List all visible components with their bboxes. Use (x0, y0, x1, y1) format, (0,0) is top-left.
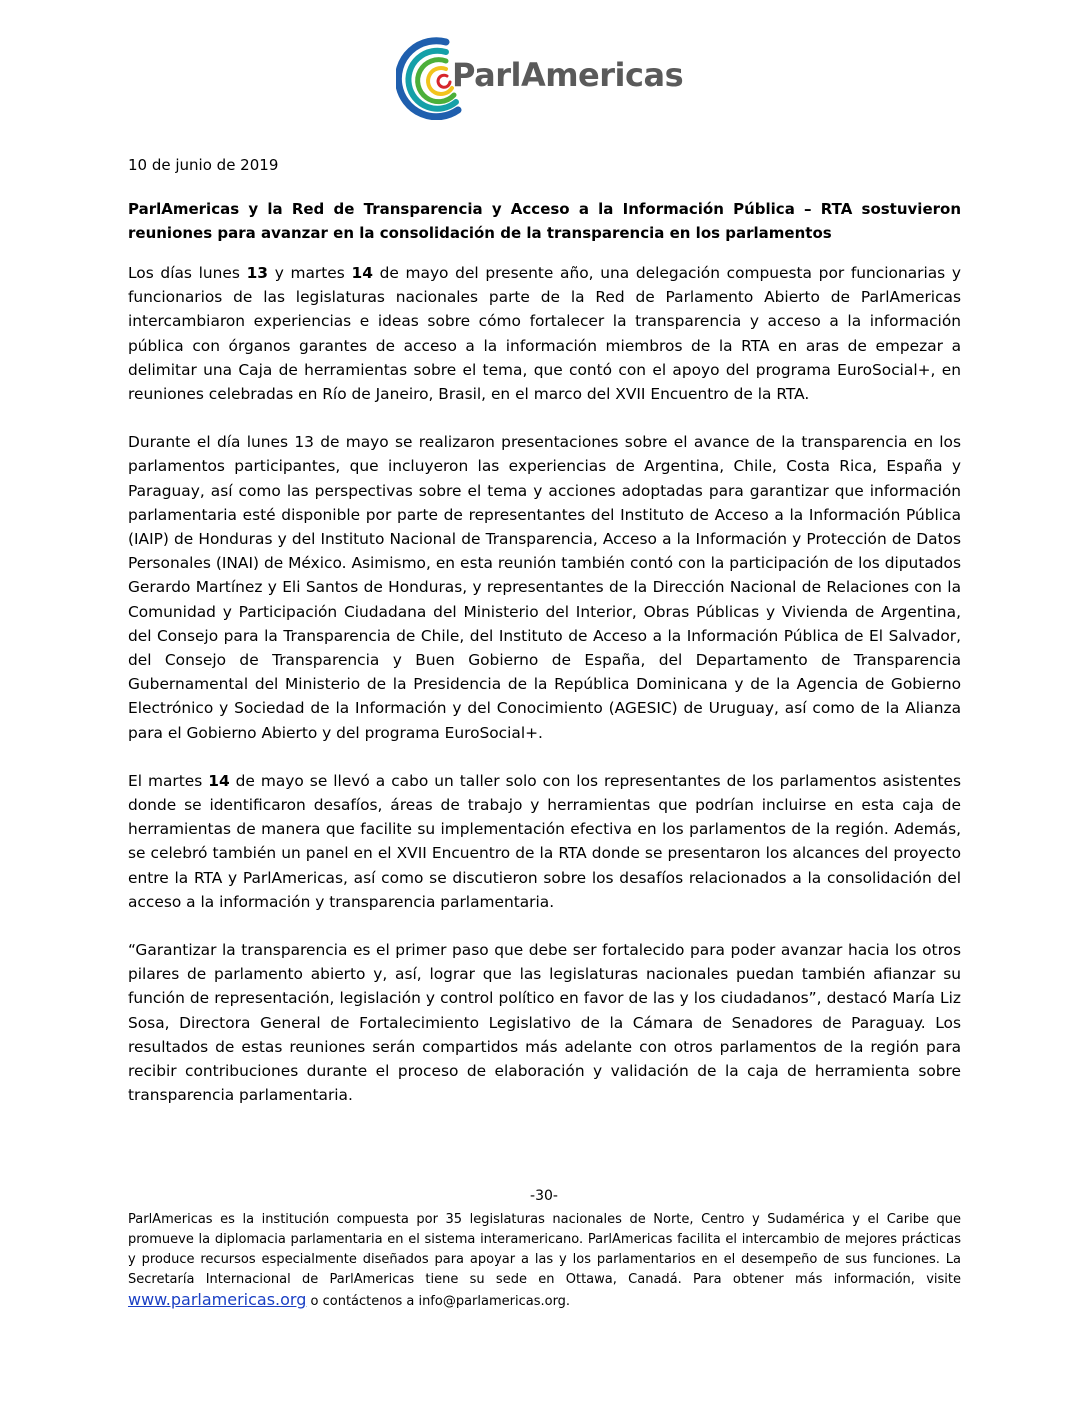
paragraph-3 (128, 769, 961, 914)
paragraph-1 (128, 261, 961, 406)
document-body (128, 153, 961, 1132)
paragraph-1-text-c: de mayo del presente año, una delegación compuesta por funcionarias y funcionarios de las legislaturas nacionales parte de la Red de Parlamento Abierto de ParlAmericas intercambiaron experiencias e ideas sobre cómo fortalecer la transparencia y acceso a la información pública con órganos garantes de acceso a la información miembros de la RTA en aras de empezar a delimitar una Caja de herramientas sobre el tema, que contó con el apoyo del programa EuroSocial+, en reuniones celebradas en Río de Janeiro, Brasil, en el marco del XVII Encuentro de la RTA. (128, 264, 962, 404)
paragraph-3-bold-day: 14 (208, 771, 230, 790)
document-headline: ParlAmericas y la Red de Transparencia y Acceso a la Información Pública – RTA sostuvieron reuniones para avanzar en la consolidación de la transparencia en los parlamentos (128, 200, 961, 242)
page-number: -30- (530, 1188, 558, 1204)
parlamericas-logo (396, 30, 716, 120)
footer-contact-text: o contáctenos a info@parlamericas.org. (306, 1294, 571, 1309)
footer-about (128, 1210, 961, 1312)
paragraph-3-text-b: de mayo se llevó a cabo un taller solo con los representantes de los parlamentos asistentes donde se identificaron desafíos, áreas de trabajo y herramientas que podrían incluirse en esta caja de herramientas de manera que facilite su implementación efectiva en los parlamentos de la región. Además, se celebró también un panel en el XVII Encuentro de la RTA donde se presentaron los alcances del proyecto entre la RTA y ParlAmericas, así como se discutieron sobre los desafíos relacionados a la consolidación del acceso a la información y transparencia parlamentaria. (128, 771, 961, 911)
footer-text: ParlAmericas es la institución compuesta por 35 legislaturas nacionales de Norte, Centro y Sudamérica y el Caribe que promueve la diplomacia parlamentaria en el sistema interamericano. ParlAmericas facilita el intercambio de mejores prácticas y produce recursos especialmente diseñados para apoyar a las y los parlamentarios en el desempeño de sus funciones. La Secretaría Internacional de ParlAmericas tiene su sede en Ottawa, Canadá. Para obtener más información, visite (128, 1212, 961, 1287)
paragraph-1-text-b: y martes (268, 264, 352, 282)
paragraph-1-bold-day-a: 13 (246, 264, 269, 282)
document-date: 10 de junio de 2019 (128, 156, 279, 174)
footer-website-link[interactable]: www.parlamericas.org (128, 1290, 307, 1309)
paragraph-1-bold-day-b: 14 (351, 264, 373, 282)
paragraph-1-text-a: Los días lunes (128, 264, 247, 282)
logo-arc-green (418, 60, 454, 102)
paragraph-2: Durante el día lunes 13 de mayo se realizaron presentaciones sobre el avance de la transparencia en los parlamentos participantes, que incluyeron las experiencias de Argentina, Chile, Costa Rica, España y Paraguay, así como las perspectivas sobre el tema y acciones adoptadas para garantizar que información parlamentaria esté disponible por parte de representantes del Instituto de Acceso a la Información Pública (IAIP) de Honduras y del Instituto Nacional de Transparencia, Acceso a la Información y Protección de Datos Personales (INAI) de México. Asimismo, en esta reunión también contó con la participación de los diputados Gerardo Martínez y Eli Santos de Honduras, y representantes de la Dirección Nacional de Relaciones con la Comunidad y Participación Ciudadana del Ministerio del Interior, Obras Públicas y Vivienda de Argentina, del Consejo para la Transparencia de Chile, del Instituto de Acceso a la Información Pública de El Salvador, del Consejo de Transparencia y Buen Gobierno de España, del Departamento de Transparencia Gubernamental del Ministerio de la Presidencia de la República Dominicana y de la Agencia de Gobierno Electrónico y Sociedad de la Información y del Conocimiento (AGESIC) de Uruguay, así como de la Alianza para el Gobierno Abierto y del programa EuroSocial+. (128, 433, 961, 742)
logo-wordmark: ParlAmericas (452, 56, 684, 94)
logo-arc-red (438, 75, 450, 87)
paragraph-3-text-a: El martes (128, 771, 209, 790)
paragraph-4: “Garantizar la transparencia es el primer paso que debe ser fortalecido para poder avanzar hacia los otros pilares de parlamento abierto y, así, lograr que las legislaturas nacionales puedan también afianzar su función de representación, legislación y control político en favor de las y los ciudadanos”, destacó María Liz Sosa, Directora General de Fortalecimiento Legislativo de la Cámara de Senadores de Paraguay. Los resultados de estas reuniones serán compartidos más adelante con otros parlamentos de la región para recibir contribuciones durante el proceso de elaboración y validación de la caja de herramienta sobre transparencia parlamentaria. (128, 941, 961, 1105)
logo-arc-yellow (428, 68, 452, 94)
